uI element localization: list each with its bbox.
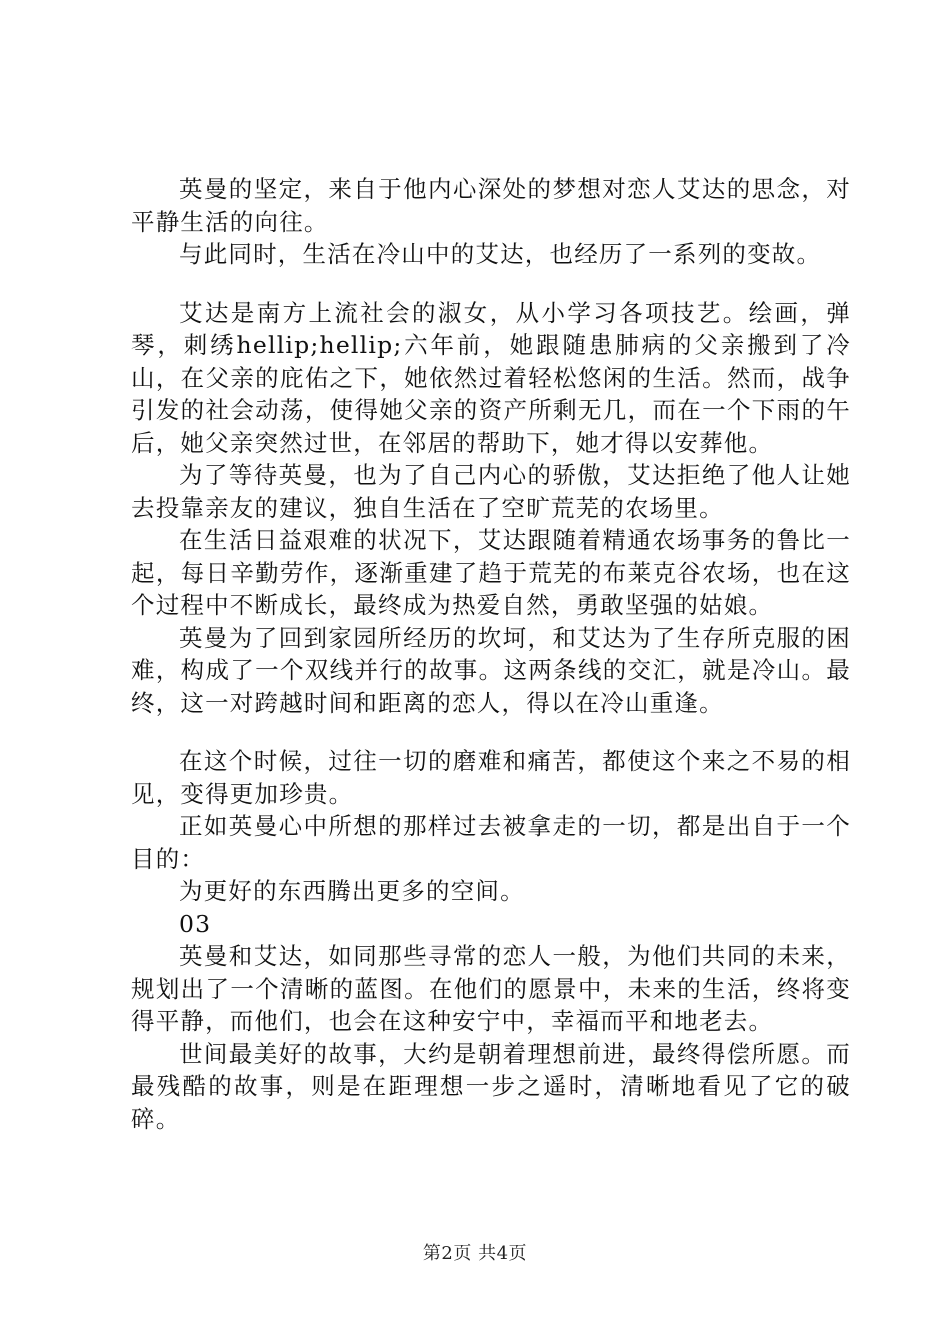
paragraph: 英曼的坚定，来自于他内心深处的梦想对恋人艾达的思念，对平静生活的向往。 <box>131 175 851 236</box>
paragraph: 正如英曼心中所想的那样过去被拿走的一切，都是出自于一个目的： <box>131 812 851 873</box>
page-footer: 第2页 共4页 <box>422 1243 528 1264</box>
paragraph: 英曼和艾达，如同那些寻常的恋人一般，为他们共同的未来，规划出了一个清晰的蓝图。在他们的愿景中，未来的生活，终将变得平静，而他们，也会在这种安宁中，幸福而平和地老去。 <box>131 942 851 1035</box>
paragraph: 为了等待英曼，也为了自己内心的骄傲，艾达拒绝了他人让她去投靠亲友的建议，独自生活在了空旷荒芜的农场里。 <box>131 461 851 522</box>
document-body <box>131 173 851 1135</box>
paragraph: 为更好的东西腾出更多的空间。 <box>179 877 525 905</box>
section-number: 03 <box>179 909 212 938</box>
paragraph: 在这个时候，过往一切的磨难和痛苦，都使这个来之不易的相见，变得更加珍贵。 <box>131 747 851 808</box>
paragraph: 在生活日益艰难的状况下，艾达跟随着精通农场事务的鲁比一起，每日辛勤劳作，逐渐重建了趋于荒芜的布莱克谷农场，也在这个过程中不断成长，最终成为热爱自然，勇敢坚强的姑娘。 <box>131 526 851 619</box>
paragraph: 世间最美好的故事，大约是朝着理想前进，最终得偿所愿。而最残酷的故事，则是在距理想一步之遥时，清晰地看见了它的破碎。 <box>131 1039 851 1133</box>
paragraph: 与此同时，生活在冷山中的艾达，也经历了一系列的变故。 <box>179 240 822 268</box>
paragraph: 艾达是南方上流社会的淑女，从小学习各项技艺。绘画，弹琴，刺绣hellip;hellip;六年前，她跟随患肺病的父亲搬到了冷山，在父亲的庇佑之下，她依然过着轻松悠闲的生活。然而，战争引发的社会动荡，使得她父亲的资产所剩无几，而在一个下雨的午后，她父亲突然过世，在邻居的帮助下，她才得以安葬他。 <box>131 298 851 457</box>
paragraph: 英曼为了回到家园所经历的坎坷，和艾达为了生存所克服的困难，构成了一个双线并行的故事。这两条线的交汇，就是冷山。最终，这一对跨越时间和距离的恋人，得以在冷山重逢。 <box>131 623 851 717</box>
